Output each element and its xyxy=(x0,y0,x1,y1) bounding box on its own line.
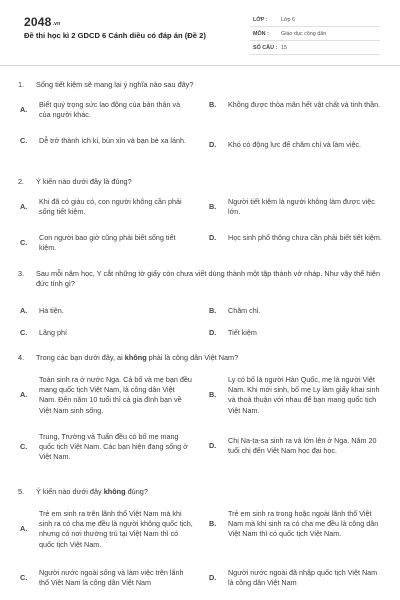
option-b[interactable]: B. Ly có bố là người Hàn Quốc, mẹ là người Việt Nam. Khi mới sinh, bố mẹ Ly làm giấy khai sinh và thoả thuận với nhau để bạn mang quốc tịch Việt Nam. xyxy=(209,375,380,415)
meta-value: Lớp 6 xyxy=(281,17,296,23)
question-number: 4. xyxy=(18,353,25,362)
meta-row-subject xyxy=(250,29,380,41)
option-c[interactable]: C. Người nước ngoài sống và làm việc trên lãnh thổ Việt Nam là công dân Việt Nam xyxy=(20,568,184,588)
option-a[interactable]: A. Khi đã có giàu có, con người không cần phải sống tiết kiệm. xyxy=(20,197,182,217)
option-d[interactable]: D. Tiết kiệm xyxy=(209,328,257,338)
site-logo[interactable]: 2048.vn xyxy=(24,15,61,29)
meta-row-grade xyxy=(250,15,380,27)
option-a[interactable]: A. Biết quý trọng sức lao động của bản thân và của người khác. xyxy=(20,100,181,120)
option-c[interactable]: C. Dễ trở thành ích kỉ, bủn xỉn và bạn bè xa lánh. xyxy=(20,136,186,146)
option-d[interactable]: D. Học sinh phổ thông chưa cần phải biết tiết kiệm. xyxy=(209,233,382,243)
meta-value: 15 xyxy=(281,45,287,51)
option-b[interactable]: B. Người tiết kiệm là người không làm được việc lớn. xyxy=(209,197,375,217)
question-text: 4. Trong các bạn dưới đây, ai không phải là công dân Việt Nam? xyxy=(18,353,239,362)
document-title: Đề thi học kì 2 GDCD 6 Cánh diều có đáp án (Đề 2) xyxy=(24,31,206,40)
question-2 xyxy=(18,177,382,187)
question-3 xyxy=(18,269,382,290)
question-text: 1. Sống tiết kiệm sẽ mang lại ý nghĩa nào sau đây? xyxy=(18,80,194,89)
question-number: 5. xyxy=(18,487,25,496)
meta-row-count xyxy=(250,43,380,55)
page-header xyxy=(0,0,400,66)
question-text: 2. Ý kiến nào dưới đây là đúng? xyxy=(18,177,132,186)
option-d[interactable]: D. Chị Na-ta-sa sinh ra và lớn lên ở Nga. Năm 20 tuổi chị đến Việt Nam học đại học. xyxy=(209,436,377,456)
meta-key: SỐ CÂU : xyxy=(253,45,278,51)
question-text: 3. Sau mỗi năm học, Y cắt những tờ giấy còn chưa viết dùng thành một tập thành vở nháp. Như vậy thể hiện đức tính gì? xyxy=(18,269,381,289)
question-text: 5. Ý kiến nào dưới đây không đúng? xyxy=(18,487,148,496)
question-number: 1. xyxy=(18,80,25,89)
option-b[interactable]: B. Trẻ em sinh ra trong hoặc ngoài lãnh thổ Việt Nam mà khi sinh ra có cha mẹ đều là công dân Việt Nam thì có quốc tịch Việt Nam. xyxy=(209,509,379,539)
option-d[interactable]: D. Người nước ngoài đã nhập quốc tịch Việt Nam là công dân Việt Nam xyxy=(209,568,378,588)
option-b[interactable]: B. Không được thỏa mãn hết vật chất và tinh thần. xyxy=(209,100,381,110)
question-5 xyxy=(18,487,382,497)
question-number: 3. xyxy=(18,269,25,278)
question-1 xyxy=(18,80,382,90)
meta-key: MÔN : xyxy=(253,31,269,37)
option-a[interactable]: A. Hà tiện. xyxy=(20,306,64,316)
question-number: 2. xyxy=(18,177,25,186)
option-d[interactable]: D. Khó có động lực để chăm chỉ và làm việc. xyxy=(209,140,362,150)
option-c[interactable]: C. Con người bao giờ cũng phải biết sống tiết kiệm. xyxy=(20,233,176,253)
option-a[interactable]: A. Trẻ em sinh ra trên lãnh thổ Việt Nam mà khi sinh ra có cha mẹ đều là người không quốc tịch, nhưng có nơi thường trú tại Việt Nam thì có quốc tịch Việt Nam. xyxy=(20,509,193,549)
meta-value: Giáo dục công dân xyxy=(281,31,327,37)
option-b[interactable]: B. Chăm chỉ. xyxy=(209,306,261,316)
question-4 xyxy=(18,353,382,363)
option-a[interactable]: A. Toàn sinh ra ở nước Nga. Cả bố và mẹ bạn đều mang quốc tịch Việt Nam, là công dân Việt Nam. Đến năm 10 tuổi thì cả gia đình bạn về Việt Nam sinh sống. xyxy=(20,375,192,415)
option-c[interactable]: C. Trung, Trường và Tuấn đều có bố mẹ mang quốc tịch Việt Nam. Các bạn hiện đang sống ở Việt Nam. xyxy=(20,432,188,462)
meta-key: LỚP : xyxy=(253,17,268,23)
option-c[interactable]: C. Lãng phí xyxy=(20,328,67,338)
